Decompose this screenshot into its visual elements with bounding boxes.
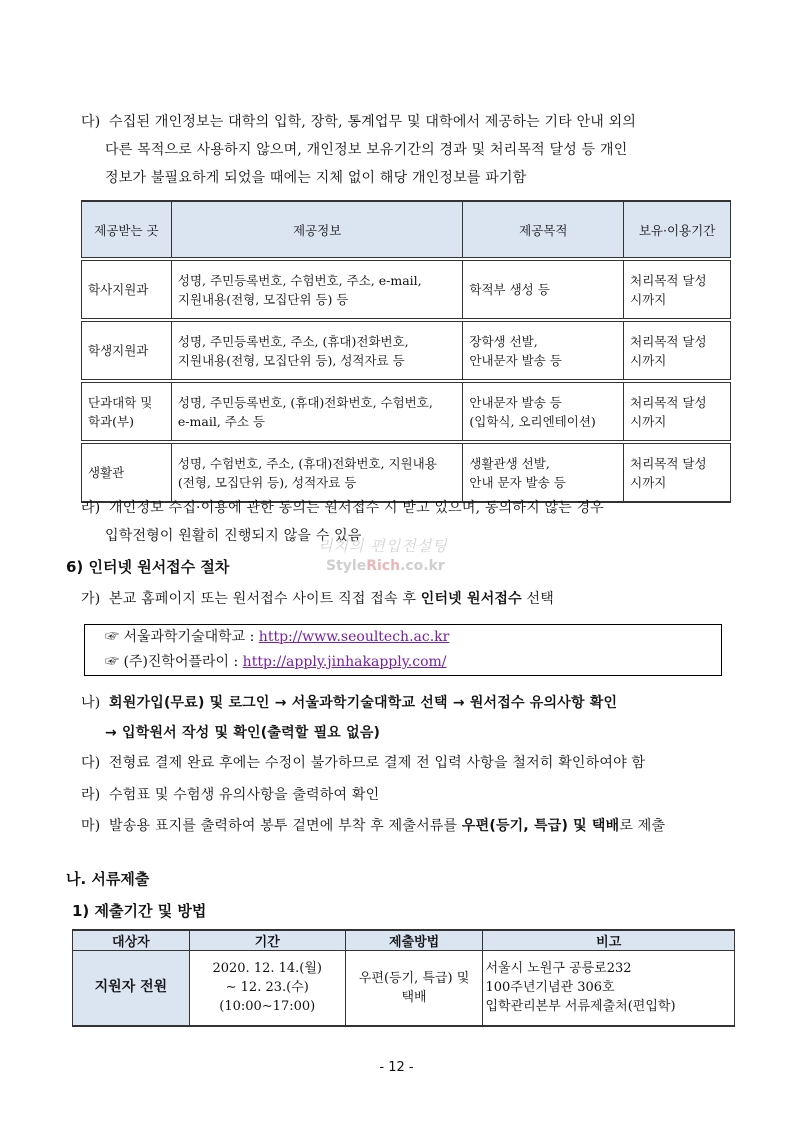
info-cell bbox=[171, 322, 463, 380]
item-text-bold: 인터넷 원서접수 bbox=[420, 591, 522, 607]
cell-line: 성명, 주민등록번호, (휴대)전화번호, 수험번호, bbox=[177, 394, 433, 410]
cell-line: (입학식, 오리엔테이션) bbox=[469, 413, 596, 429]
period-cell: 2020. 12. 14.(월) ∼ 12. 23.(수) (10:00∼17:00) bbox=[189, 951, 345, 1026]
link-box bbox=[84, 624, 722, 676]
table-row bbox=[82, 261, 731, 319]
purpose-cell bbox=[463, 261, 624, 319]
cell-line: 성명, 수험번호, 주소, (휴대)전화번호, 지원내용 bbox=[177, 455, 437, 471]
period-cell bbox=[624, 261, 731, 319]
cell-line: 안내문자 발송 등 bbox=[469, 352, 562, 368]
item-text: 본교 홈페이지 또는 원서접수 사이트 직접 접속 후 bbox=[109, 591, 421, 607]
column-header: 제출방법 bbox=[345, 930, 483, 951]
cell-line: 처리목적 달성 bbox=[630, 394, 707, 410]
cell-line: 처리목적 달성 bbox=[630, 272, 707, 288]
cell-line: 시까지 bbox=[630, 413, 667, 429]
info-cell bbox=[171, 261, 463, 319]
table-row bbox=[82, 383, 731, 441]
pointing-hand-icon: ☞ bbox=[105, 654, 119, 670]
cell-line: 학생지원과 bbox=[88, 343, 149, 358]
column-header: 제공목적 bbox=[463, 201, 624, 258]
item-text: 발송용 표지를 출력하여 봉투 겉면에 부착 후 제출서류를 bbox=[109, 818, 462, 834]
item-marker: 라) bbox=[81, 787, 101, 803]
cell-line: 생활관 bbox=[88, 465, 125, 480]
table-header-row bbox=[73, 930, 735, 951]
cell-line: 처리목적 달성 bbox=[630, 455, 707, 471]
link-label: (주)진학어플라이 : bbox=[123, 654, 243, 670]
item-na bbox=[81, 688, 761, 748]
page-number: - 12 - bbox=[379, 1060, 414, 1075]
cell-line: 성명, 주민등록번호, 주소, (휴대)전화번호, bbox=[177, 333, 409, 349]
column-header: 대상자 bbox=[73, 930, 190, 951]
cell-line: e-mail, 주소 등 bbox=[177, 413, 265, 429]
item-ma bbox=[81, 812, 761, 840]
cell-line: 안내문자 발송 등 bbox=[469, 394, 562, 410]
item-ra bbox=[81, 781, 761, 809]
column-header: 제공정보 bbox=[171, 201, 463, 258]
paragraph-line: 개인정보 수집·이용에 관한 동의는 원서접수 시 받고 있으며, 동의하지 않는 경우 bbox=[109, 500, 605, 516]
recipient-cell bbox=[82, 322, 172, 380]
cell-line: 학과(부) bbox=[88, 413, 134, 429]
item-marker: 라) bbox=[81, 500, 101, 516]
table-header-row bbox=[82, 201, 731, 258]
period-cell bbox=[624, 322, 731, 380]
item-marker: 다) bbox=[81, 114, 101, 130]
cell-line: 안내 문자 발송 등 bbox=[469, 474, 566, 490]
provision-table bbox=[81, 200, 731, 503]
section-title: 6) 인터넷 원서접수 절차 bbox=[66, 558, 230, 576]
submission-table bbox=[72, 929, 735, 1027]
cell-line: 생활관생 선발, bbox=[469, 455, 550, 471]
item-text-bold: 우편(등기, 특급) 및 택배 bbox=[461, 818, 620, 834]
cell-line: 시까지 bbox=[630, 352, 667, 368]
paragraph-line: 다른 목적으로 사용하지 않으며, 개인정보 보유기간의 경과 및 처리목적 달성 등 개인 bbox=[105, 142, 628, 158]
link-row bbox=[85, 650, 721, 675]
item-text: 수험표 및 수험생 유의사항을 출력하여 확인 bbox=[109, 787, 380, 803]
item-marker: 마) bbox=[81, 818, 101, 834]
item-ga bbox=[81, 585, 741, 613]
cell-line: (전형, 모집단위 등), 성적자료 등 bbox=[177, 474, 357, 490]
jinhakapply-link[interactable]: http://apply.jinhakapply.com/ bbox=[242, 654, 447, 670]
info-cell bbox=[171, 383, 463, 441]
cell-line: 단과대학 및 bbox=[88, 394, 153, 410]
link-row bbox=[85, 625, 721, 650]
period-cell bbox=[624, 383, 731, 441]
paragraph-line: 수집된 개인정보는 대학의 입학, 장학, 통계업무 및 대학에서 제공하는 기타 안내 외의 bbox=[109, 114, 637, 130]
purpose-cell bbox=[463, 322, 624, 380]
link-label: 서울과학기술대학교 : bbox=[123, 629, 259, 645]
item-text: 선택 bbox=[521, 591, 554, 607]
recipient-cell bbox=[82, 383, 172, 441]
column-header: 제공받는 곳 bbox=[82, 201, 172, 258]
paragraph-line: 입학전형이 원활히 진행되지 않을 수 있음 bbox=[105, 528, 362, 544]
watermark-url: StyleRich.co.kr bbox=[326, 558, 445, 574]
table-row bbox=[82, 322, 731, 380]
cell-line: 학사지원과 bbox=[88, 282, 149, 297]
item-text: 전형료 결제 완료 후에는 수정이 불가하므로 결제 전 입력 사항을 철저히 확인하여야 함 bbox=[109, 755, 646, 771]
watermark bbox=[318, 535, 448, 574]
item-marker: 다) bbox=[81, 755, 101, 771]
target-cell: 지원자 전원 bbox=[73, 951, 190, 1026]
method-cell: 우편(등기, 특급) 및 택배 bbox=[345, 951, 483, 1026]
item-marker: 나) bbox=[81, 695, 101, 711]
table-row bbox=[73, 951, 735, 1026]
sub-section-title: 1) 제출기간 및 방법 bbox=[72, 902, 207, 920]
column-header: 기간 bbox=[189, 930, 345, 951]
item-text-bold: 회원가입(무료) 및 로그인 → 서울과학기술대학교 선택 → 원서접수 유의사항 확인 bbox=[109, 695, 618, 711]
cell-line: 시까지 bbox=[630, 474, 667, 490]
cell-line: 시까지 bbox=[630, 291, 667, 307]
column-header: 비고 bbox=[483, 930, 735, 951]
recipient-cell bbox=[82, 261, 172, 319]
paragraph-da bbox=[81, 108, 741, 192]
cell-line: 학적부 생성 등 bbox=[469, 282, 550, 297]
pointing-hand-icon: ☞ bbox=[105, 629, 119, 645]
seoultech-link[interactable]: http://www.seoultech.ac.kr bbox=[258, 629, 450, 645]
item-text-bold: → 입학원서 작성 및 확인(출력할 필요 없음) bbox=[105, 725, 381, 741]
cell-line: 장학생 선발, bbox=[469, 333, 538, 349]
cell-line: 처리목적 달성 bbox=[630, 333, 707, 349]
watermark-line: 리치의 편입전설팅 bbox=[318, 537, 448, 555]
note-cell: 서울시 노원구 공릉로232 100주년기념관 306호 입학관리본부 서류제출처(편입학) bbox=[483, 951, 735, 1026]
purpose-cell bbox=[463, 383, 624, 441]
paragraph-line: 정보가 불필요하게 되었을 때에는 지체 없이 해당 개인정보를 파기함 bbox=[105, 170, 527, 186]
item-text: 로 제출 bbox=[619, 818, 666, 834]
cell-line: 지원내용(전형, 모집단위 등), 성적자료 등 bbox=[177, 352, 405, 368]
cell-line: 지원내용(전형, 모집단위 등) 등 bbox=[177, 291, 349, 307]
item-marker: 가) bbox=[81, 591, 101, 607]
cell-line: 성명, 주민등록번호, 수험번호, 주소, e-mail, bbox=[177, 272, 422, 288]
section-title: 나. 서류제출 bbox=[66, 870, 150, 888]
item-da bbox=[81, 749, 761, 777]
column-header: 보유·이용기간 bbox=[624, 201, 731, 258]
